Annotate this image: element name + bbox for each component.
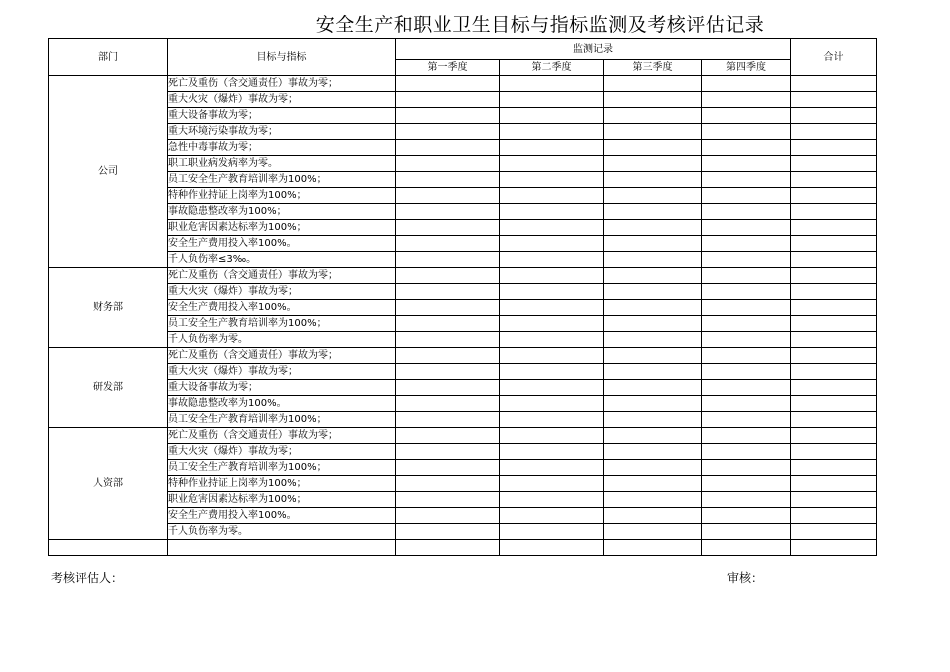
quarter-cell[interactable] (702, 460, 791, 476)
quarter-cell[interactable] (702, 252, 791, 268)
assessor-label: 考核评估人： (51, 571, 124, 585)
empty-cell[interactable] (168, 540, 396, 556)
quarter-cell[interactable] (702, 412, 791, 428)
quarter-cell[interactable] (702, 380, 791, 396)
goal-cell: 特种作业持证上岗率为100%； (168, 188, 396, 204)
table-row (49, 156, 877, 172)
total-cell[interactable] (791, 348, 877, 364)
table-row (49, 492, 877, 508)
quarter-cell[interactable] (396, 460, 500, 476)
goal-cell: 特种作业持证上岗率为100%； (168, 476, 396, 492)
quarter-cell[interactable] (702, 444, 791, 460)
monitor-header: 监测记录 (396, 39, 791, 60)
goal-cell: 安全生产费用投入率100%。 (168, 300, 396, 316)
quarter-cell[interactable] (500, 380, 604, 396)
table-row (49, 188, 877, 204)
quarter-cell[interactable] (702, 92, 791, 108)
quarter-cell[interactable] (500, 92, 604, 108)
table-row (49, 172, 877, 188)
total-cell[interactable] (791, 444, 877, 460)
total-cell[interactable] (791, 172, 877, 188)
quarter-cell[interactable] (500, 348, 604, 364)
quarter-cell[interactable] (604, 316, 702, 332)
table-row (49, 220, 877, 236)
quarter-cell[interactable] (500, 252, 604, 268)
quarter-cell[interactable] (500, 236, 604, 252)
quarter-cell[interactable] (396, 364, 500, 380)
quarter-cell[interactable] (702, 476, 791, 492)
dept-cell: 人资部 (49, 428, 168, 540)
quarter-cell[interactable] (396, 108, 500, 124)
goal-cell: 重大火灾（爆炸）事故为零； (168, 92, 396, 108)
quarter-cell[interactable] (396, 396, 500, 412)
quarter-cell[interactable] (604, 300, 702, 316)
total-cell[interactable] (791, 412, 877, 428)
dept-cell: 研发部 (49, 348, 168, 428)
quarter-cell[interactable] (702, 268, 791, 284)
goal-cell: 员工安全生产教育培训率为100%； (168, 412, 396, 428)
quarter-cell[interactable] (500, 124, 604, 140)
quarter-cell[interactable] (396, 380, 500, 396)
quarter-cell[interactable] (500, 316, 604, 332)
quarter-cell[interactable] (396, 444, 500, 460)
quarter-cell[interactable] (604, 476, 702, 492)
goal-cell: 员工安全生产教育培训率为100%； (168, 172, 396, 188)
goal-cell: 千人负伤率≤3‰。 (168, 252, 396, 268)
total-cell[interactable] (791, 188, 877, 204)
total-cell[interactable] (791, 284, 877, 300)
table-row (49, 236, 877, 252)
dept-cell: 财务部 (49, 268, 168, 348)
quarter-cell[interactable] (500, 428, 604, 444)
quarter-cell[interactable] (500, 444, 604, 460)
goal-cell: 事故隐患整改率为100%。 (168, 396, 396, 412)
quarter-cell[interactable] (702, 108, 791, 124)
quarter-cell[interactable] (702, 364, 791, 380)
goal-cell: 重大火灾（爆炸）事故为零； (168, 444, 396, 460)
quarter-cell[interactable] (604, 364, 702, 380)
table-row (49, 252, 877, 268)
quarter-cell[interactable] (702, 236, 791, 252)
table-row (49, 524, 877, 540)
empty-cell[interactable] (604, 540, 702, 556)
total-cell[interactable] (791, 140, 877, 156)
quarter-cell[interactable] (604, 460, 702, 476)
total-cell[interactable] (791, 220, 877, 236)
table-row (49, 300, 877, 316)
table-row (49, 92, 877, 108)
total-cell[interactable] (791, 252, 877, 268)
quarter-cell[interactable] (702, 140, 791, 156)
total-cell[interactable] (791, 76, 877, 92)
total-cell[interactable] (791, 332, 877, 348)
quarter-cell[interactable] (396, 412, 500, 428)
empty-cell[interactable] (702, 540, 791, 556)
quarter-cell[interactable] (604, 332, 702, 348)
goal-cell: 千人负伤率为零。 (168, 332, 396, 348)
table-row (49, 412, 877, 428)
total-cell[interactable] (791, 300, 877, 316)
quarter-cell[interactable] (396, 76, 500, 92)
quarter-cell[interactable] (396, 252, 500, 268)
total-cell[interactable] (791, 156, 877, 172)
quarter-cell[interactable] (604, 220, 702, 236)
quarter-cell[interactable] (500, 220, 604, 236)
goal-cell: 重大火灾（爆炸）事故为零； (168, 284, 396, 300)
quarter-cell[interactable] (500, 492, 604, 508)
empty-cell[interactable] (791, 540, 877, 556)
table-row (49, 204, 877, 220)
quarter-cell[interactable] (702, 316, 791, 332)
total-cell[interactable] (791, 396, 877, 412)
quarter-cell[interactable] (604, 268, 702, 284)
goal-cell: 死亡及重伤（含交通责任）事故为零； (168, 76, 396, 92)
quarter-cell[interactable] (396, 332, 500, 348)
quarter-cell[interactable] (604, 92, 702, 108)
total-cell[interactable] (791, 428, 877, 444)
quarter-cell[interactable] (604, 284, 702, 300)
quarter-cell[interactable] (500, 524, 604, 540)
quarter-cell[interactable] (702, 300, 791, 316)
quarter-cell[interactable] (396, 492, 500, 508)
total-cell[interactable] (791, 108, 877, 124)
quarter-header: 第三季度 (604, 60, 702, 76)
quarter-cell[interactable] (702, 284, 791, 300)
quarter-cell[interactable] (702, 332, 791, 348)
goal-cell: 事故隐患整改率为100%； (168, 204, 396, 220)
table-row (49, 316, 877, 332)
quarter-cell[interactable] (500, 172, 604, 188)
total-cell[interactable] (791, 476, 877, 492)
quarter-cell[interactable] (500, 332, 604, 348)
table-row (49, 460, 877, 476)
empty-cell[interactable] (500, 540, 604, 556)
goal-cell: 安全生产费用投入率100%。 (168, 236, 396, 252)
quarter-cell[interactable] (500, 460, 604, 476)
quarter-cell[interactable] (500, 396, 604, 412)
goal-cell: 安全生产费用投入率100%。 (168, 508, 396, 524)
total-cell[interactable] (791, 316, 877, 332)
quarter-cell[interactable] (396, 300, 500, 316)
quarter-cell[interactable] (604, 140, 702, 156)
quarter-header: 第二季度 (500, 60, 604, 76)
goal-cell: 重大环境污染事故为零； (168, 124, 396, 140)
table-row (49, 540, 877, 556)
quarter-cell[interactable] (604, 428, 702, 444)
quarter-cell[interactable] (500, 412, 604, 428)
quarter-cell[interactable] (702, 156, 791, 172)
quarter-cell[interactable] (396, 428, 500, 444)
quarter-cell[interactable] (500, 188, 604, 204)
table-row (49, 380, 877, 396)
quarter-cell[interactable] (604, 76, 702, 92)
quarter-cell[interactable] (702, 188, 791, 204)
quarter-cell[interactable] (604, 412, 702, 428)
table-row (49, 76, 877, 92)
quarter-cell[interactable] (396, 188, 500, 204)
quarter-cell[interactable] (500, 364, 604, 380)
quarter-cell[interactable] (396, 204, 500, 220)
quarter-cell[interactable] (702, 76, 791, 92)
quarter-cell[interactable] (396, 524, 500, 540)
total-cell[interactable] (791, 268, 877, 284)
quarter-cell[interactable] (702, 524, 791, 540)
goal-cell: 员工安全生产教育培训率为100%； (168, 316, 396, 332)
quarter-cell[interactable] (396, 124, 500, 140)
table-row (49, 396, 877, 412)
table-row (49, 284, 877, 300)
quarter-cell[interactable] (396, 476, 500, 492)
table-row (49, 444, 877, 460)
quarter-cell[interactable] (604, 236, 702, 252)
quarter-cell[interactable] (604, 156, 702, 172)
quarter-cell[interactable] (604, 396, 702, 412)
quarter-cell[interactable] (500, 108, 604, 124)
quarter-cell[interactable] (604, 108, 702, 124)
quarter-cell[interactable] (604, 444, 702, 460)
goal-cell: 急性中毒事故为零； (168, 140, 396, 156)
quarter-cell[interactable] (604, 492, 702, 508)
table-row (49, 508, 877, 524)
goal-cell: 重大设备事故为零； (168, 380, 396, 396)
quarter-cell[interactable] (500, 76, 604, 92)
reviewer-label: 审核： (727, 571, 764, 585)
total-header: 合计 (791, 39, 877, 76)
goal-cell: 职工职业病发病率为零。 (168, 156, 396, 172)
quarter-cell[interactable] (396, 508, 500, 524)
quarter-cell[interactable] (702, 204, 791, 220)
quarter-cell[interactable] (396, 316, 500, 332)
quarter-cell[interactable] (702, 492, 791, 508)
quarter-cell[interactable] (500, 284, 604, 300)
quarter-cell[interactable] (604, 348, 702, 364)
quarter-header: 第一季度 (396, 60, 500, 76)
table-row (49, 268, 877, 284)
quarter-cell[interactable] (500, 156, 604, 172)
table-row (49, 428, 877, 444)
empty-cell[interactable] (396, 540, 500, 556)
goal-cell: 重大火灾（爆炸）事故为零； (168, 364, 396, 380)
table-row (49, 348, 877, 364)
quarter-cell[interactable] (500, 508, 604, 524)
empty-cell[interactable] (49, 540, 168, 556)
quarter-cell[interactable] (396, 140, 500, 156)
quarter-header: 第四季度 (702, 60, 791, 76)
total-cell[interactable] (791, 460, 877, 476)
quarter-cell[interactable] (702, 428, 791, 444)
table-row (49, 364, 877, 380)
dept-header: 部门 (49, 39, 168, 76)
goal-cell: 死亡及重伤（含交通责任）事故为零； (168, 268, 396, 284)
quarter-cell[interactable] (604, 204, 702, 220)
quarter-cell[interactable] (604, 172, 702, 188)
quarter-cell[interactable] (604, 380, 702, 396)
goal-header: 目标与指标 (168, 39, 396, 76)
quarter-cell[interactable] (500, 140, 604, 156)
goal-cell: 职业危害因素达标率为100%； (168, 220, 396, 236)
table-row (49, 124, 877, 140)
assessment-table (48, 38, 877, 556)
quarter-cell[interactable] (702, 396, 791, 412)
table-row (49, 476, 877, 492)
quarter-cell[interactable] (396, 92, 500, 108)
total-cell[interactable] (791, 204, 877, 220)
quarter-cell[interactable] (604, 188, 702, 204)
table-row (49, 332, 877, 348)
quarter-cell[interactable] (500, 204, 604, 220)
quarter-cell[interactable] (702, 220, 791, 236)
page-title: 安全生产和职业卫生目标与指标监测及考核评估记录 (315, 14, 765, 36)
total-cell[interactable] (791, 380, 877, 396)
table-row (49, 140, 877, 156)
quarter-cell[interactable] (702, 508, 791, 524)
quarter-cell[interactable] (396, 156, 500, 172)
quarter-cell[interactable] (396, 220, 500, 236)
total-cell[interactable] (791, 492, 877, 508)
quarter-cell[interactable] (604, 124, 702, 140)
goal-cell: 死亡及重伤（含交通责任）事故为零； (168, 348, 396, 364)
dept-cell: 公司 (49, 76, 168, 268)
quarter-cell[interactable] (604, 252, 702, 268)
quarter-cell[interactable] (396, 348, 500, 364)
quarter-cell[interactable] (702, 124, 791, 140)
goal-cell: 死亡及重伤（含交通责任）事故为零； (168, 428, 396, 444)
goal-cell: 重大设备事故为零； (168, 108, 396, 124)
goal-cell: 员工安全生产教育培训率为100%； (168, 460, 396, 476)
quarter-cell[interactable] (396, 172, 500, 188)
total-cell[interactable] (791, 524, 877, 540)
quarter-cell[interactable] (604, 524, 702, 540)
quarter-cell[interactable] (396, 284, 500, 300)
quarter-cell[interactable] (396, 236, 500, 252)
quarter-cell[interactable] (702, 172, 791, 188)
total-cell[interactable] (791, 364, 877, 380)
quarter-cell[interactable] (500, 476, 604, 492)
quarter-cell[interactable] (604, 508, 702, 524)
total-cell[interactable] (791, 508, 877, 524)
goal-cell: 千人负伤率为零。 (168, 524, 396, 540)
quarter-cell[interactable] (396, 268, 500, 284)
goal-cell: 职业危害因素达标率为100%； (168, 492, 396, 508)
total-cell[interactable] (791, 92, 877, 108)
total-cell[interactable] (791, 124, 877, 140)
quarter-cell[interactable] (500, 300, 604, 316)
quarter-cell[interactable] (702, 348, 791, 364)
quarter-cell[interactable] (500, 268, 604, 284)
total-cell[interactable] (791, 236, 877, 252)
table-row (49, 108, 877, 124)
